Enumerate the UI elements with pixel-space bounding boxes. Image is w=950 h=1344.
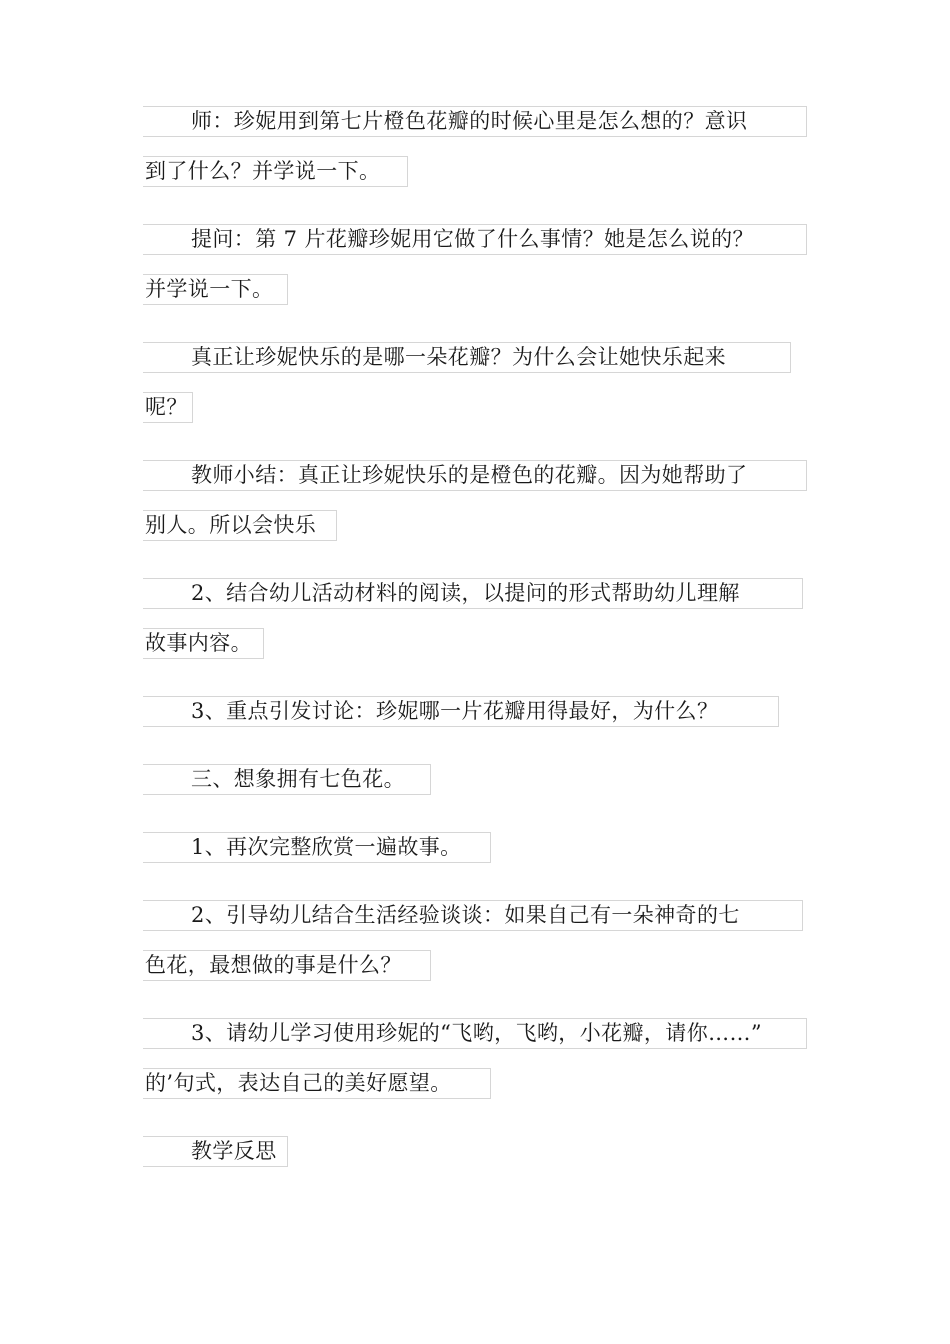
- section-heading-3: 三、想象拥有七色花。: [143, 764, 431, 795]
- paragraph-2-line-2: 并学说一下。: [143, 274, 288, 305]
- paragraph-1-line-1: 师：珍妮用到第七片橙色花瓣的时候心里是怎么想的？意识: [143, 106, 807, 137]
- section-heading-reflection: 教学反思: [143, 1136, 288, 1167]
- paragraph-8-line-1: 1、再次完整欣赏一遍故事。: [143, 832, 491, 863]
- paragraph-10-line-2: 的’句式，表达自己的美好愿望。: [143, 1068, 491, 1099]
- paragraph-5-line-2: 故事内容。: [143, 628, 264, 659]
- paragraph-3-line-2: 呢？: [143, 392, 193, 423]
- paragraph-5-line-1: 2、结合幼儿活动材料的阅读，以提问的形式帮助幼儿理解: [143, 578, 803, 609]
- paragraph-10-line-1: 3、请幼儿学习使用珍妮的“飞哟，飞哟，小花瓣，请你……”: [143, 1018, 807, 1049]
- paragraph-6-line-1: 3、重点引发讨论：珍妮哪一片花瓣用得最好，为什么？: [143, 696, 779, 727]
- paragraph-3-line-1: 真正让珍妮快乐的是哪一朵花瓣？为什么会让她快乐起来: [143, 342, 791, 373]
- paragraph-9-line-1: 2、引导幼儿结合生活经验谈谈：如果自己有一朵神奇的七: [143, 900, 803, 931]
- paragraph-2-line-1: 提问：第 7 片花瓣珍妮用它做了什么事情？她是怎么说的？: [143, 224, 807, 255]
- paragraph-4-line-2: 别人。所以会快乐: [143, 510, 337, 541]
- paragraph-4-line-1: 教师小结：真正让珍妮快乐的是橙色的花瓣。因为她帮助了: [143, 460, 807, 491]
- paragraph-1-line-2: 到了什么？并学说一下。: [143, 156, 408, 187]
- paragraph-9-line-2: 色花，最想做的事是什么？: [143, 950, 431, 981]
